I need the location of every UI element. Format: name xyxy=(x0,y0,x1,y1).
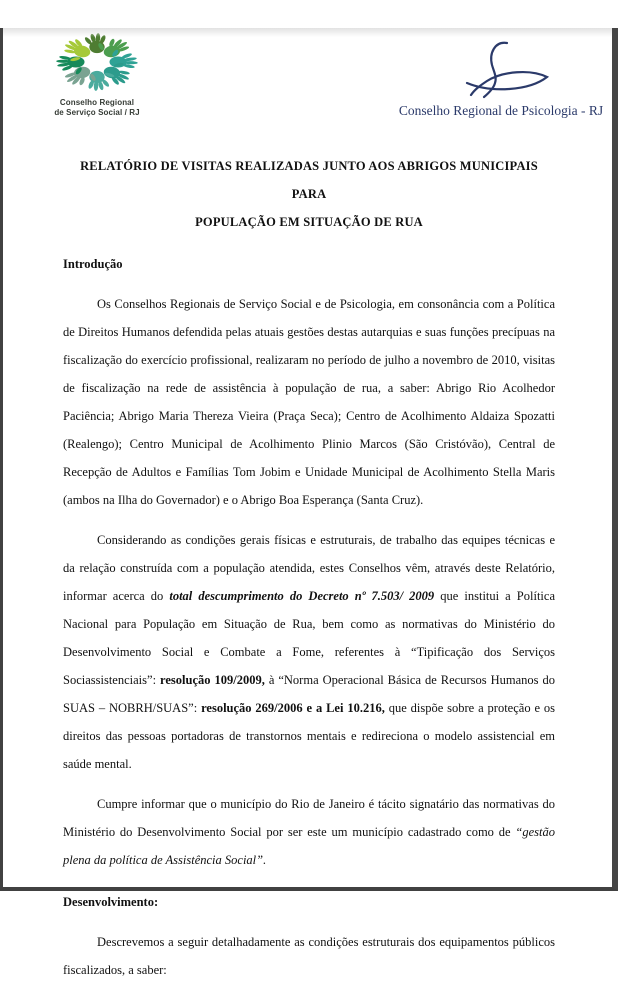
p2-run6-resolucao-269: resolução 269/2006 e a Lei 10.216, xyxy=(201,701,385,715)
p3-run1: Cumpre informar que o município do Rio de Janeiro é tácito signatário das normativas do Ministério do Desenvolvimento Social por ser este um município cadastrado como de xyxy=(63,797,555,839)
heading-desenvolvimento: Desenvolvimento: xyxy=(63,895,159,909)
paragraph-3 xyxy=(63,790,555,874)
crp-logo xyxy=(396,40,606,119)
cress-caption xyxy=(54,98,139,117)
cress-caption-line2: de Serviço Social / RJ xyxy=(54,107,140,117)
heading-introducao: Introdução xyxy=(63,257,123,271)
p3-run2-gestao-plena: “gestão plena da política de Assistência Social”. xyxy=(63,825,555,867)
p2-run5: à “Norma Operacional Básica de Recursos Humanos do SUAS – NOBRH/SUAS”: xyxy=(63,673,555,715)
header-logos xyxy=(3,28,612,122)
document-page xyxy=(0,28,618,977)
crp-sketch-icon xyxy=(441,40,561,102)
document-body xyxy=(3,152,612,984)
report-title xyxy=(63,152,555,236)
p2-run2-decreto: total descumprimento do Decreto nº 7.503/ 2009 xyxy=(169,589,435,603)
paragraph-1: Os Conselhos Regionais de Serviço Social e de Psicologia, em consonância com a Política de Direitos Humanos defendida pelas atuais gestões destas autarquias e suas funções precípuas na fiscalização do exercício profissional, realizaram no período de julho a novembro de 2010, visitas de fiscalização na rede de assistência à população de rua, a saber: Abrigo Rio Acolhedor Paciência; Abrigo Maria Thereza Vieira (Praça Seca); Centro de Acolhimento Aldaiza Spozatti (Realengo); Centro Municipal de Acolhimento Plinio Marcos (São Cristóvão), Central de Recepção de Adultos e Famílias Tom Jobim e Unidade Municipal de Acolhimento Stella Maris (ambos na Ilha do Governador) e o Abrigo Boa Esperança (Santa Cruz). xyxy=(63,297,555,507)
cress-caption-line1: Conselho Regional xyxy=(59,98,135,107)
p2-run4-resolucao-109: resolução 109/2009, xyxy=(160,673,265,687)
p2-run3: que institui a Política Nacional para População em Situação de Rua, bem como as normativas do Ministério do Desenvolvimento Social e Combate a Fome, referentes à “Tipificação dos Serviços Sociassistenciais”: xyxy=(63,589,555,687)
paragraph-2 xyxy=(63,526,555,778)
report-title-line1: RELATÓRIO DE VISITAS REALIZADAS JUNTO AOS ABRIGOS MUNICIPAIS PARA xyxy=(80,159,538,201)
cress-logo xyxy=(37,28,157,117)
paragraph-4: Descrevemos a seguir detalhadamente as condições estruturais dos equipamentos públicos fiscalizados, a saber: xyxy=(63,935,555,977)
p2-run1: Considerando as condições gerais físicas e estruturais, de trabalho das equipes técnicas e da relação construída com a população atendida, estes Conselhos vêm, através deste Relatório, informar acerca do xyxy=(63,533,555,603)
report-title-line2: POPULAÇÃO EM SITUAÇÃO DE RUA xyxy=(195,215,423,229)
hands-circle-icon xyxy=(49,28,145,96)
p2-run7: que dispõe sobre a proteção e os direitos das pessoas portadoras de transtornos mentais e redireciona o modelo assistencial em saúde mental. xyxy=(63,701,556,771)
crp-caption: Conselho Regional de Psicologia - RJ xyxy=(398,103,604,118)
